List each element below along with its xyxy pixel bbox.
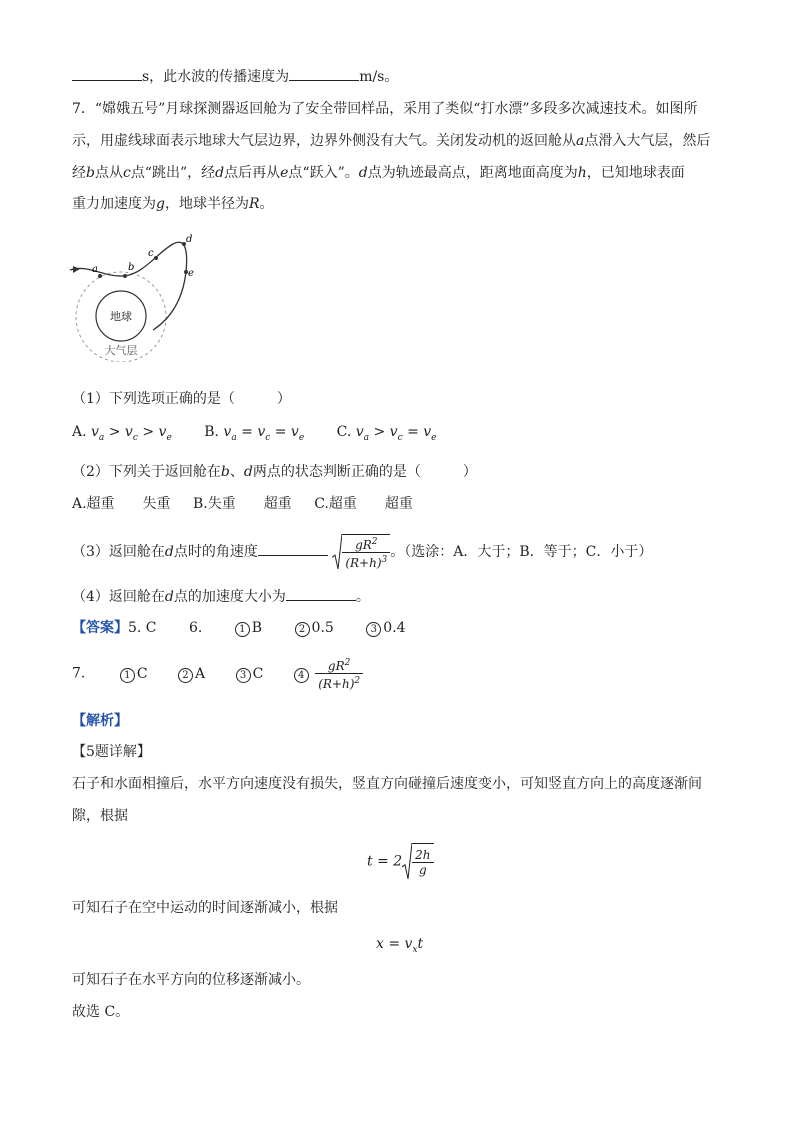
q7-stem-line-3 bbox=[72, 163, 685, 183]
point-c bbox=[154, 256, 158, 260]
var-e: e bbox=[280, 165, 289, 181]
var-d: d bbox=[164, 589, 174, 605]
text: 5. C bbox=[128, 620, 157, 636]
circled-number: 1 bbox=[120, 668, 135, 683]
text: 。（选涂：A．大于；B．等于；C．小于） bbox=[390, 544, 653, 560]
var-h: h bbox=[577, 165, 587, 181]
option-b[interactable]: B.失重 超重 bbox=[193, 496, 292, 512]
answer-label: 【答案】 bbox=[72, 620, 128, 636]
analysis-p2: 隙，根据 bbox=[72, 808, 128, 824]
text: 。 bbox=[355, 589, 370, 605]
var-d: d bbox=[358, 165, 368, 181]
formula-t: t = 2 $\frac{2h}{g}$ bbox=[367, 843, 434, 880]
circled-number: 1 bbox=[235, 622, 250, 637]
analysis-label: 【解析】 bbox=[72, 713, 128, 729]
var-g: g bbox=[156, 196, 165, 212]
atmosphere-label: 大气层 bbox=[104, 344, 138, 357]
sub1-options bbox=[72, 422, 437, 448]
answer-line-1 bbox=[72, 618, 406, 638]
text: 点为轨迹最高点，距离地面高度为 bbox=[367, 165, 578, 181]
circled-number: 3 bbox=[366, 622, 381, 637]
analysis-p3: 可知石子在空中运动的时间逐渐减小，根据 bbox=[72, 900, 338, 916]
answer-blank[interactable] bbox=[286, 586, 356, 601]
formula-x: $x = v_xt$ bbox=[376, 936, 424, 955]
var-c: c bbox=[122, 165, 131, 181]
text: ，地球半径为 bbox=[164, 196, 249, 212]
sub4-question bbox=[72, 586, 370, 607]
label-b: b bbox=[128, 262, 135, 273]
text: 7. bbox=[72, 665, 86, 682]
analysis-p5: 故选 C。 bbox=[72, 1004, 130, 1020]
sub2-question bbox=[72, 462, 477, 482]
text: 两点的状态判断正确的是（ ） bbox=[252, 464, 477, 480]
text: 点的加速度大小为 bbox=[173, 589, 286, 605]
text: s，此水波的传播速度为 bbox=[142, 69, 290, 85]
text: （2）下列关于返回舱在 bbox=[72, 464, 221, 480]
trajectory-figure bbox=[68, 232, 198, 362]
var-d: d bbox=[164, 544, 174, 560]
sub1-question: （1）下列选项正确的是（ ） bbox=[72, 391, 291, 407]
circled-number: 3 bbox=[236, 668, 251, 683]
arrow-icon bbox=[73, 266, 80, 273]
sub2-options bbox=[72, 494, 413, 514]
text: 重力加速度为 bbox=[72, 196, 156, 212]
q7-stem-line-4 bbox=[72, 194, 274, 214]
circled-number: 2 bbox=[178, 668, 193, 683]
text: （3）返回舱在 bbox=[72, 544, 165, 560]
answer-formula: $\frac{gR^2}{(R+h)^2}$ bbox=[315, 656, 363, 691]
circled-number: 2 bbox=[295, 622, 310, 637]
label-e: e bbox=[188, 268, 194, 279]
text: 点从 bbox=[94, 165, 123, 181]
text: 0.5 bbox=[311, 620, 334, 636]
answer-blank[interactable] bbox=[258, 541, 328, 556]
var-r: R bbox=[248, 196, 260, 212]
option-c[interactable]: C.超重 超重 bbox=[314, 496, 413, 512]
text: 点“跳出”，经 bbox=[130, 165, 216, 181]
text: 点时的角速度 bbox=[173, 544, 258, 560]
text: 经 bbox=[72, 165, 86, 181]
text: 点滑入大气层，然后 bbox=[584, 133, 711, 149]
var-b: b bbox=[220, 464, 230, 480]
text: 0.4 bbox=[383, 620, 406, 636]
text: 示，用虚线球面表示地球大气层边界，边界外侧没有大气。关闭发动机的返回舱从 bbox=[72, 133, 576, 149]
text: C bbox=[136, 665, 148, 682]
text: 。 bbox=[259, 196, 274, 212]
text: m/s。 bbox=[359, 69, 399, 85]
answer-blank[interactable] bbox=[289, 66, 359, 81]
point-a bbox=[98, 274, 102, 278]
q7-stem-line-2 bbox=[72, 131, 710, 151]
q5-detail-header: 【5题详解】 bbox=[72, 744, 151, 760]
text: A bbox=[194, 665, 206, 682]
text: C bbox=[252, 665, 264, 682]
var-d: d bbox=[215, 165, 225, 181]
earth-label: 地球 bbox=[110, 310, 132, 323]
text: （4）返回舱在 bbox=[72, 589, 165, 605]
sqrt-formula: $\frac{gR^2}{(R+h)^3}$ bbox=[332, 534, 390, 570]
option-c[interactable]: C. $v_a > v_c = v_e$ bbox=[336, 424, 437, 443]
var-b: b bbox=[86, 165, 95, 181]
circled-number: 4 bbox=[294, 668, 309, 683]
text: 点“跃入”。 bbox=[288, 165, 359, 181]
analysis-p4: 可知石子在水平方向的位移逐渐减小。 bbox=[72, 972, 310, 988]
text: ，已知地球表面 bbox=[586, 165, 685, 181]
var-d: d bbox=[243, 464, 253, 480]
label-d: d bbox=[186, 234, 193, 245]
option-a[interactable]: A. $v_a > v_c > v_e$ bbox=[72, 424, 172, 443]
label-c: c bbox=[148, 248, 154, 259]
answer-blank[interactable] bbox=[72, 66, 142, 81]
label-a: a bbox=[92, 264, 98, 275]
option-a[interactable]: A.超重 失重 bbox=[72, 496, 171, 512]
point-b bbox=[123, 274, 127, 278]
q7-stem-line-1: 7．“嫦娥五号”月球探测器返回舱为了安全带回样品，采用了类似“打水漂”多段多次减速技术。如图所 bbox=[72, 101, 698, 117]
text: 点后再从 bbox=[224, 165, 281, 181]
sub3-question bbox=[72, 534, 652, 570]
var-a: a bbox=[576, 133, 585, 149]
fill-line-1 bbox=[72, 66, 398, 87]
text: 、 bbox=[229, 464, 244, 480]
text: 6. bbox=[188, 620, 203, 636]
text: B bbox=[251, 620, 263, 636]
option-b[interactable]: B. $v_a = v_c = v_e$ bbox=[204, 424, 305, 443]
analysis-p1: 石子和水面相撞后，水平方向速度没有损失，竖直方向碰撞后速度变小，可知竖直方向上的高度逐渐间 bbox=[72, 776, 702, 792]
answer-line-2 bbox=[72, 656, 363, 691]
